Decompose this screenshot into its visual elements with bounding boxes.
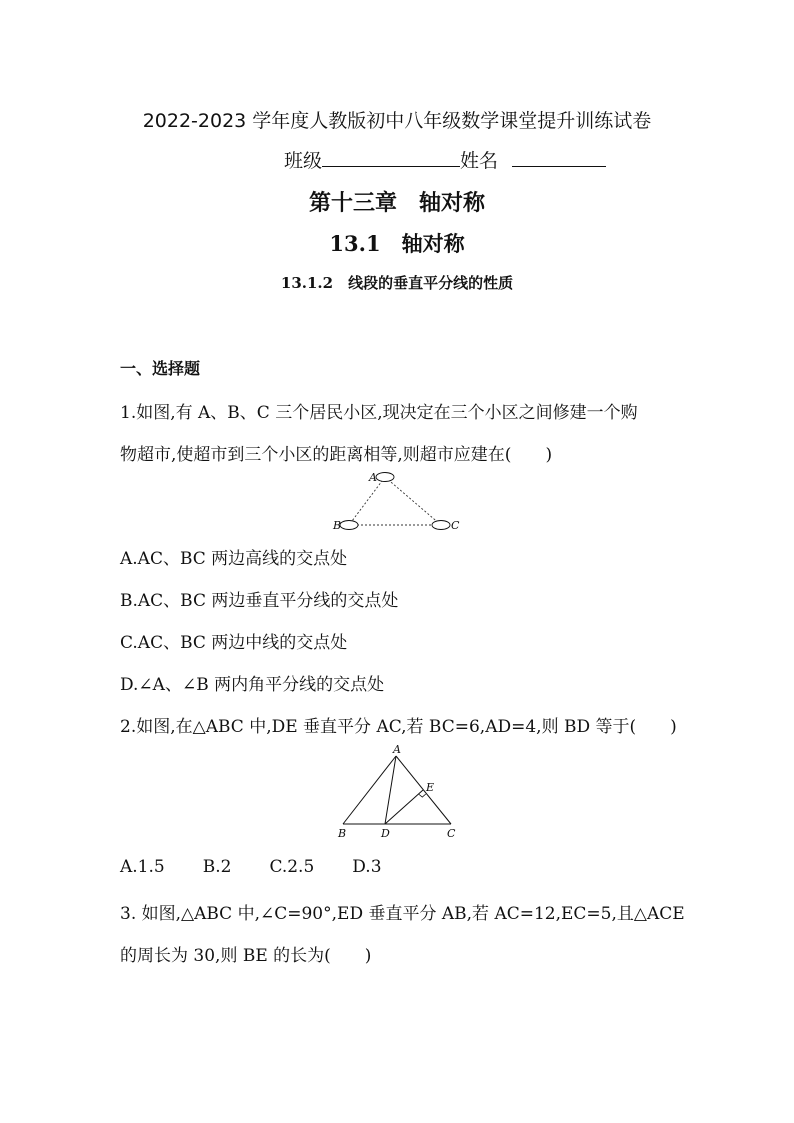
- question-1-option-b: B.AC、BC 两边垂直平分线的交点处: [120, 591, 399, 611]
- segment-ab: [349, 477, 385, 525]
- question-2-option-c: C.2.5: [269, 857, 315, 877]
- section-title: 13.1 轴对称: [329, 231, 465, 256]
- label-a: A: [369, 471, 377, 484]
- label-e: E: [426, 781, 435, 794]
- label-b: B: [333, 519, 342, 532]
- question-1-option-d: D.∠A、∠B 两内角平分线的交点处: [120, 675, 385, 695]
- question-1-figure: [330, 468, 465, 534]
- subsection-title: 13.1.2 线段的垂直平分线的性质: [280, 274, 514, 292]
- chapter-title: 第十三章 轴对称: [308, 190, 485, 216]
- side-ab: [343, 756, 396, 824]
- question-1-option-c: C.AC、BC 两边中线的交点处: [120, 633, 348, 653]
- class-label: 班级: [284, 150, 323, 172]
- question-1-stem-line-2: 物超市,使超市到三个小区的距离相等,则超市应建在( ): [120, 445, 553, 465]
- question-2-option-d: D.3: [352, 857, 382, 877]
- community-c-marker: [432, 521, 450, 530]
- label-b: B: [338, 827, 347, 840]
- community-b-marker: [340, 521, 358, 530]
- label-c: C: [451, 519, 460, 532]
- segment-de: [385, 790, 423, 824]
- question-3-stem-line-2: 的周长为 30,则 BE 的长为( ): [120, 946, 372, 966]
- label-a: A: [393, 743, 401, 756]
- question-2-option-b: B.2: [202, 857, 232, 877]
- right-angle-mark: [419, 794, 426, 797]
- side-ac: [396, 756, 451, 824]
- label-c: C: [447, 827, 456, 840]
- question-3-stem-line-1: 3. 如图,△ABC 中,∠C=90°,ED 垂直平分 AB,若 AC=12,EC=5,且△ACE: [120, 904, 685, 924]
- question-1-stem-line-1: 1.如图,有 A、B、C 三个居民小区,现决定在三个小区之间修建一个购: [120, 403, 638, 423]
- name-blank: [512, 148, 606, 167]
- question-2-stem: 2.如图,在△ABC 中,DE 垂直平分 AC,若 BC=6,AD=4,则 BD 等于( ): [120, 717, 677, 737]
- community-a-marker: [376, 473, 394, 482]
- label-d: D: [381, 827, 390, 840]
- student-info-line: [284, 146, 606, 173]
- document-title: 2022-2023 学年度人教版初中八年级数学课堂提升训练试卷: [142, 110, 652, 132]
- name-label: 姓名: [460, 150, 499, 172]
- part-heading: 一、选择题: [120, 359, 201, 378]
- question-2-options: [120, 857, 382, 877]
- question-2-figure: [330, 742, 465, 842]
- question-1-option-a: A.AC、BC 两边高线的交点处: [120, 549, 348, 569]
- segment-ac: [385, 477, 441, 525]
- segment-ad: [385, 756, 396, 824]
- class-blank: [322, 148, 460, 167]
- question-2-option-a: A.1.5: [120, 857, 165, 877]
